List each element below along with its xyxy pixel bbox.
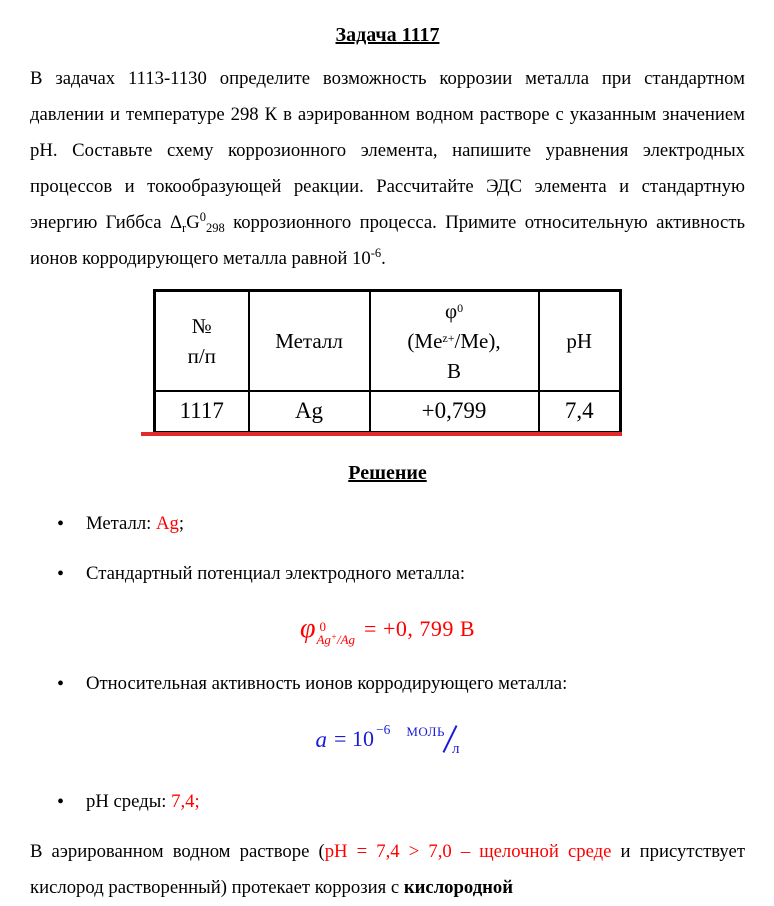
activity-equation: = 10 (334, 726, 374, 751)
conclusion-segment: В аэрированном водном растворе ( (30, 841, 325, 862)
gibbs-subscript: 298 (205, 221, 225, 235)
activity-exponent-value: −6 (375, 722, 391, 738)
col-header-ph: pH (539, 291, 621, 391)
problem-statement (30, 61, 745, 277)
col-header-potential (370, 291, 539, 391)
solution-heading-text: Решение (348, 462, 427, 484)
conclusion-segment: и присутствует кислород растворенный) протекает коррозия с (30, 841, 745, 898)
conditions-table (153, 289, 622, 434)
problem-text-segment: В задачах 1113-1130 определите возможность коррозии металла при стандартном давлении и температуре 298 К в аэрированном водном растворе с указанным значением pH. Составьте схему коррозионного элемента, напишите уравнения электродных процессов и токообразующей реакции. Рассчитайте ЭДС элемента и стандартную энергию Гиббса Δ (30, 68, 745, 233)
plus-superscript: + (330, 632, 337, 642)
conclusion-ph-comparison: pH = 7,4 > 7,0 – щелочной среде (324, 841, 612, 862)
cell-task-number: 1117 (155, 391, 249, 433)
page-title (30, 22, 745, 48)
bullet-standard-potential: • Стандартный потенциал электродного металла: (30, 556, 745, 592)
unit-denominator: л (451, 740, 460, 757)
phi-symbol: φ (299, 613, 316, 644)
delta-subscript: r (182, 221, 187, 235)
bullet-metal-value: Ag (156, 513, 179, 534)
activity-unit (406, 723, 460, 757)
problem-text-segment: коррозионного процесса. Примите относительную активность ионов корродирующего металла равной 10 (30, 212, 746, 269)
bullet-activity: • Относительная активность ионов корродирующего металла: (30, 666, 745, 702)
activity-exponent: -6 (370, 246, 382, 260)
page-title-text: Задача 1117 (335, 24, 440, 46)
phi-header-unit: В (446, 358, 461, 383)
phi-superscript: 0 (319, 619, 326, 634)
table-header-row (155, 291, 621, 391)
num-caption: п/п (187, 343, 216, 368)
bullet-ph (30, 784, 745, 820)
cell-ph: 7,4 (539, 391, 621, 433)
gibbs-symbol: G (186, 212, 200, 233)
gibbs-superscript: 0 (199, 210, 206, 224)
col-header-metal: Металл (249, 291, 370, 391)
unit-numerator: МОЛЬ (406, 723, 445, 739)
bullet-metal-label: Металл: (86, 513, 157, 534)
phi-header-symbol: $\varphi^0$ (444, 298, 464, 323)
solution-heading (30, 460, 745, 486)
numero-sign: № (191, 313, 212, 338)
bullet-ph-label: pH среды: (86, 791, 172, 812)
red-underline (141, 432, 622, 436)
col-header-number (155, 291, 249, 391)
phi-header-ratio: $(Me^{z+}/Me)$, (407, 328, 501, 353)
bullet-metal (30, 506, 745, 542)
bullet-ph-value: 7,4; (171, 791, 200, 812)
cell-metal: Ag (249, 391, 370, 433)
conditions-table-block (153, 289, 622, 434)
conclusion-corrosion-type: кислородной (403, 877, 514, 898)
phi-value: = +0, 799 В (364, 616, 476, 641)
phi-supsub (316, 620, 355, 648)
bullet-metal-suffix: ; (178, 513, 185, 534)
formula-activity (30, 716, 745, 762)
activity-symbol: a (315, 726, 328, 752)
conclusion-paragraph (30, 834, 745, 906)
table-data-row (155, 391, 621, 433)
solution-list (30, 506, 745, 820)
cell-potential: +0,799 (370, 391, 539, 433)
phi-subscript: Ag+/Ag (316, 632, 356, 647)
problem-text-segment: . (381, 248, 386, 269)
formula-standard-potential (30, 606, 745, 652)
